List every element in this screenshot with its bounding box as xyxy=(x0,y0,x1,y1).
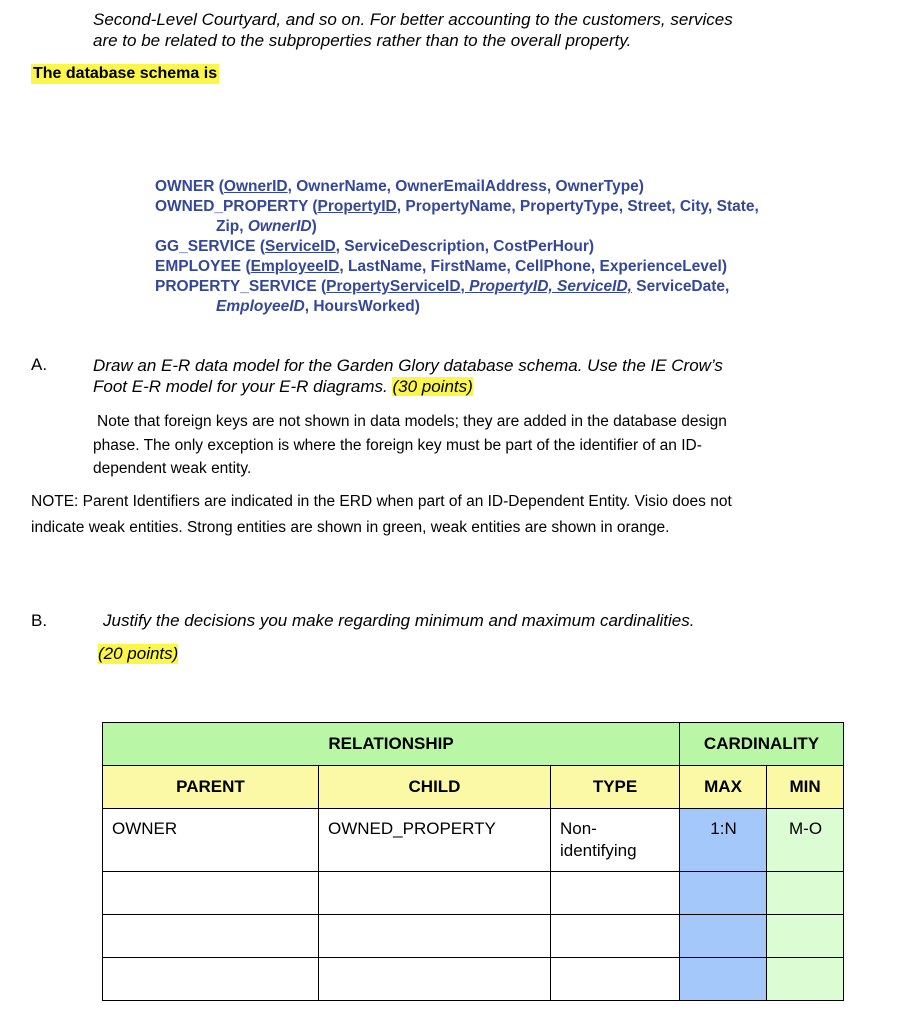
cell-min[interactable] xyxy=(767,958,844,1001)
question-b-points: (20 points) xyxy=(98,644,179,663)
pk-propertyid: PropertyID xyxy=(317,198,397,215)
question-a-line-1: Draw an E-R data model for the Garden Glory database schema. Use the IE Crow’s xyxy=(93,356,723,375)
col-parent: PARENT xyxy=(103,766,319,809)
header-cardinality: CARDINALITY xyxy=(680,723,844,766)
question-a-marker: A. xyxy=(31,355,48,374)
cell-type-line-2: identifying xyxy=(560,841,637,860)
table-row xyxy=(103,809,844,872)
schema-owned-property: OWNED_PROPERTY (PropertyID, PropertyName, PropertyType, Street, City, State, xyxy=(155,198,759,215)
cell-max[interactable] xyxy=(680,958,767,1001)
cardinality-table xyxy=(102,722,844,1001)
schema-gg-service: GG_SERVICE (ServiceID, ServiceDescription, CostPerHour) xyxy=(155,238,595,255)
cell-max[interactable] xyxy=(680,872,767,915)
intro-line-2: are to be related to the subproperties rather than to the overall property. xyxy=(93,31,632,50)
database-schema xyxy=(155,177,759,317)
general-note xyxy=(31,489,871,541)
cell-child[interactable] xyxy=(319,958,551,1001)
schema-property-service: PROPERTY_SERVICE (PropertyServiceID, PropertyID, ServiceID, ServiceDate, xyxy=(155,278,730,295)
schema-employee: EMPLOYEE (EmployeeID, LastName, FirstName, CellPhone, ExperienceLevel) xyxy=(155,258,727,275)
col-min: MIN xyxy=(767,766,844,809)
cell-child[interactable] xyxy=(319,872,551,915)
question-a-note-line-1: Note that foreign keys are not shown in data models; they are added in the database design xyxy=(97,413,727,430)
fk-ownerid: OwnerID xyxy=(247,218,312,235)
intro-line-1: Second-Level Courtyard, and so on. For better accounting to the customers, services xyxy=(93,10,733,29)
schema-owner: OWNER (OwnerID, OwnerName, OwnerEmailAddress, OwnerType) xyxy=(155,178,644,195)
cell-type[interactable] xyxy=(551,958,680,1001)
cell-type-line-1: Non- xyxy=(560,819,597,838)
question-a xyxy=(93,355,833,397)
intro-paragraph xyxy=(93,9,853,51)
general-note-line-1: NOTE: Parent Identifiers are indicated in the ERD when part of an ID-Dependent Entity. Visio does not xyxy=(31,493,732,510)
question-b-marker: B. xyxy=(31,611,48,630)
col-child: CHILD xyxy=(319,766,551,809)
cell-child[interactable] xyxy=(319,915,551,958)
question-b-line-1: Justify the decisions you make regarding minimum and maximum cardinalities. xyxy=(103,611,695,630)
cell-child[interactable]: OWNED_PROPERTY xyxy=(319,809,551,872)
pk-employeeid: EmployeeID xyxy=(250,258,340,275)
cell-type[interactable] xyxy=(551,872,680,915)
question-a-note-line-3: dependent weak entity. xyxy=(93,460,252,477)
cell-parent[interactable] xyxy=(103,872,319,915)
cell-min[interactable]: M-O xyxy=(767,809,844,872)
question-a-note xyxy=(93,410,853,481)
general-note-line-2: indicate weak entities. Strong entities are shown in green, weak entities are shown in orange. xyxy=(31,519,670,536)
question-a-line-2: Foot E-R model for your E-R diagrams. (30 points) xyxy=(93,377,473,396)
question-a-points: (30 points) xyxy=(392,377,473,396)
cell-max[interactable] xyxy=(680,915,767,958)
col-type: TYPE xyxy=(551,766,680,809)
cell-type[interactable] xyxy=(551,915,680,958)
cell-min[interactable] xyxy=(767,872,844,915)
table-row xyxy=(103,915,844,958)
cell-parent[interactable] xyxy=(103,958,319,1001)
cell-type[interactable] xyxy=(551,809,680,872)
schema-label: The database schema is xyxy=(33,65,218,82)
pk-propertyserviceid: PropertyServiceID, PropertyID, ServiceID, xyxy=(326,278,632,295)
col-max: MAX xyxy=(680,766,767,809)
fk-employeeid: EmployeeID xyxy=(216,298,305,315)
pk-serviceid: ServiceID xyxy=(264,238,336,255)
cell-parent[interactable]: OWNER xyxy=(103,809,319,872)
pk-ownerid: OwnerID xyxy=(223,178,288,195)
schema-property-service-cont: EmployeeID, HoursWorked) xyxy=(216,298,420,315)
header-relationship: RELATIONSHIP xyxy=(103,723,680,766)
table-row xyxy=(103,872,844,915)
schema-owned-property-cont: Zip, OwnerID) xyxy=(216,218,317,235)
cell-min[interactable] xyxy=(767,915,844,958)
cell-max[interactable]: 1:N xyxy=(680,809,767,872)
cell-parent[interactable] xyxy=(103,915,319,958)
table-row xyxy=(103,958,844,1001)
question-a-note-line-2: phase. The only exception is where the foreign key must be part of the identifier of an ID- xyxy=(93,436,702,454)
